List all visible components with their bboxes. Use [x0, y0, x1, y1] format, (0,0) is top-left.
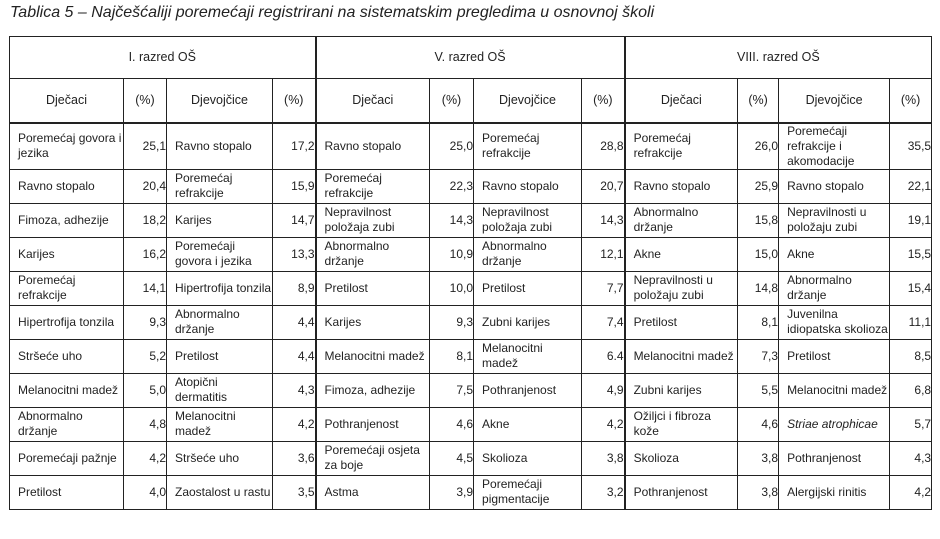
boys-percent: 16,2	[124, 237, 167, 271]
boys-disorder: Pothranjenost	[625, 475, 738, 509]
boys-percent: 18,2	[124, 203, 167, 237]
girls-percent: 15,5	[890, 237, 932, 271]
girls-percent: 4,4	[273, 339, 316, 373]
boys-percent: 15,0	[738, 237, 779, 271]
girls-disorder: Abnormalno držanje	[779, 271, 890, 305]
girls-disorder: Pretilost	[474, 271, 582, 305]
boys-disorder: Astma	[316, 475, 430, 509]
girls-disorder: Juvenilna idiopatska skolioza	[779, 305, 890, 339]
girls-disorder: Poremećaj refrakcije	[167, 169, 273, 203]
girls-pct-header: (%)	[582, 79, 625, 123]
boys-disorder: Melanocitni madež	[625, 339, 738, 373]
girls-disorder: Pretilost	[779, 339, 890, 373]
girls-percent: 8,5	[890, 339, 932, 373]
girls-percent: 11,1	[890, 305, 932, 339]
girls-disorder: Skolioza	[474, 441, 582, 475]
boys-percent: 14,3	[430, 203, 474, 237]
table-row	[10, 169, 932, 203]
table-row	[10, 339, 932, 373]
girls-percent: 4,2	[890, 475, 932, 509]
girls-percent: 4,3	[890, 441, 932, 475]
boys-header: Dječaci	[316, 79, 430, 123]
group-header-8: VIII. razred OŠ	[625, 37, 932, 79]
boys-header: Dječaci	[10, 79, 124, 123]
table-row	[10, 203, 932, 237]
table-body	[10, 123, 932, 510]
boys-percent: 4,5	[430, 441, 474, 475]
girls-disorder: Pothranjenost	[779, 441, 890, 475]
boys-percent: 9,3	[124, 305, 167, 339]
boys-disorder: Pothranjenost	[316, 407, 430, 441]
boys-disorder: Fimoza, adhezije	[10, 203, 124, 237]
girls-header: Djevojčice	[167, 79, 273, 123]
boys-disorder: Melanocitni madež	[10, 373, 124, 407]
boys-percent: 25,0	[430, 123, 474, 170]
group-header-1: I. razred OŠ	[10, 37, 316, 79]
girls-percent: 6.4	[582, 339, 625, 373]
girls-disorder: Poremećaj refrakcije	[474, 123, 582, 170]
girls-disorder: Ravno stopalo	[779, 169, 890, 203]
boys-disorder: Hipertrofija tonzila	[10, 305, 124, 339]
girls-percent: 4,2	[273, 407, 316, 441]
boys-disorder: Nepravilnost položaja zubi	[316, 203, 430, 237]
boys-percent: 4,8	[124, 407, 167, 441]
girls-percent: 28,8	[582, 123, 625, 170]
boys-disorder: Poremećaji osjeta za boje	[316, 441, 430, 475]
girls-disorder: Pothranjenost	[474, 373, 582, 407]
girls-disorder: Nepravilnosti u položaju zubi	[779, 203, 890, 237]
boys-disorder: Ravno stopalo	[625, 169, 738, 203]
boys-disorder: Abnormalno držanje	[625, 203, 738, 237]
boys-disorder: Akne	[625, 237, 738, 271]
boys-disorder: Abnormalno držanje	[10, 407, 124, 441]
girls-disorder: Alergijski rinitis	[779, 475, 890, 509]
table-row	[10, 123, 932, 170]
girls-disorder: Ravno stopalo	[474, 169, 582, 203]
table-row	[10, 407, 932, 441]
boys-percent: 20,4	[124, 169, 167, 203]
boys-percent: 9,3	[430, 305, 474, 339]
boys-percent: 22,3	[430, 169, 474, 203]
table-caption: Tablica 5 – Najčešćaliji poremećaji registrirani na sistematskim pregledima u osnovnoj školi	[10, 4, 655, 21]
girls-percent: 14,3	[582, 203, 625, 237]
boys-disorder: Ožiljci i fibroza kože	[625, 407, 738, 441]
table-row	[10, 475, 932, 509]
girls-header: Djevojčice	[779, 79, 890, 123]
boys-disorder: Stršeće uho	[10, 339, 124, 373]
girls-disorder: Poremećaji refrakcije i akomodacije	[779, 123, 890, 170]
girls-percent: 17,2	[273, 123, 316, 170]
girls-disorder: Striae atrophicae	[779, 407, 890, 441]
girls-percent: 6,8	[890, 373, 932, 407]
boys-percent: 15,8	[738, 203, 779, 237]
boys-disorder: Karijes	[10, 237, 124, 271]
boys-percent: 4,6	[430, 407, 474, 441]
girls-percent: 3,8	[582, 441, 625, 475]
girls-percent: 12,1	[582, 237, 625, 271]
boys-percent: 3,8	[738, 475, 779, 509]
boys-disorder: Pretilost	[10, 475, 124, 509]
boys-percent: 14,8	[738, 271, 779, 305]
boys-disorder: Poremećaj refrakcije	[625, 123, 738, 170]
boys-disorder: Poremećaj refrakcije	[316, 169, 430, 203]
girls-percent: 3,6	[273, 441, 316, 475]
girls-disorder: Abnormalno držanje	[167, 305, 273, 339]
girls-percent: 13,3	[273, 237, 316, 271]
boys-percent: 7,5	[430, 373, 474, 407]
girls-percent: 35,5	[890, 123, 932, 170]
group-header-5: V. razred OŠ	[316, 37, 625, 79]
girls-disorder: Hipertrofija tonzila	[167, 271, 273, 305]
girls-percent: 19,1	[890, 203, 932, 237]
boys-disorder: Pretilost	[625, 305, 738, 339]
boys-disorder: Nepravilnosti u položaju zubi	[625, 271, 738, 305]
girls-pct-header: (%)	[890, 79, 932, 123]
girls-percent: 22,1	[890, 169, 932, 203]
boys-percent: 4,6	[738, 407, 779, 441]
girls-disorder: Poremećaji pigmentacije	[474, 475, 582, 509]
table-row	[10, 237, 932, 271]
girls-disorder: Zaostalost u rastu	[167, 475, 273, 509]
girls-disorder: Zubni karijes	[474, 305, 582, 339]
boys-disorder: Zubni karijes	[625, 373, 738, 407]
girls-percent: 4,9	[582, 373, 625, 407]
girls-disorder: Nepravilnost položaja zubi	[474, 203, 582, 237]
girls-disorder: Poremećaji govora i jezika	[167, 237, 273, 271]
boys-percent: 10,9	[430, 237, 474, 271]
boys-disorder: Poremećaji pažnje	[10, 441, 124, 475]
boys-percent: 25,9	[738, 169, 779, 203]
girls-disorder: Atopični dermatitis	[167, 373, 273, 407]
boys-percent: 4,2	[124, 441, 167, 475]
boys-disorder: Karijes	[316, 305, 430, 339]
boys-percent: 8,1	[738, 305, 779, 339]
girls-disorder: Melanocitni madež	[474, 339, 582, 373]
boys-disorder: Abnormalno držanje	[316, 237, 430, 271]
boys-percent: 5,5	[738, 373, 779, 407]
boys-percent: 3,9	[430, 475, 474, 509]
boys-percent: 4,0	[124, 475, 167, 509]
girls-percent: 3,5	[273, 475, 316, 509]
table-row	[10, 305, 932, 339]
girls-disorder: Melanocitni madež	[167, 407, 273, 441]
girls-percent: 7,7	[582, 271, 625, 305]
boys-percent: 10,0	[430, 271, 474, 305]
boys-percent: 14,1	[124, 271, 167, 305]
boys-percent: 7,3	[738, 339, 779, 373]
subheader-row	[10, 79, 932, 123]
girls-percent: 5,7	[890, 407, 932, 441]
girls-percent: 4,4	[273, 305, 316, 339]
boys-pct-header: (%)	[430, 79, 474, 123]
girls-disorder: Pretilost	[167, 339, 273, 373]
table-row	[10, 373, 932, 407]
boys-percent: 25,1	[124, 123, 167, 170]
girls-percent: 4,2	[582, 407, 625, 441]
boys-percent: 8,1	[430, 339, 474, 373]
disorders-table	[9, 36, 932, 510]
girls-header: Djevojčice	[474, 79, 582, 123]
girls-percent: 15,9	[273, 169, 316, 203]
boys-pct-header: (%)	[738, 79, 779, 123]
boys-disorder: Fimoza, adhezije	[316, 373, 430, 407]
boys-disorder: Melanocitni madež	[316, 339, 430, 373]
boys-percent: 5,2	[124, 339, 167, 373]
boys-percent: 3,8	[738, 441, 779, 475]
girls-percent: 14,7	[273, 203, 316, 237]
boys-pct-header: (%)	[124, 79, 167, 123]
girls-disorder: Karijes	[167, 203, 273, 237]
boys-disorder: Ravno stopalo	[316, 123, 430, 170]
boys-percent: 5,0	[124, 373, 167, 407]
boys-disorder: Poremećaj govora i jezika	[10, 123, 124, 170]
table-row	[10, 271, 932, 305]
girls-disorder: Akne	[474, 407, 582, 441]
boys-disorder: Pretilost	[316, 271, 430, 305]
girls-percent: 8,9	[273, 271, 316, 305]
girls-disorder: Ravno stopalo	[167, 123, 273, 170]
girls-disorder: Abnormalno držanje	[474, 237, 582, 271]
boys-disorder: Ravno stopalo	[10, 169, 124, 203]
girls-percent: 4,3	[273, 373, 316, 407]
girls-pct-header: (%)	[273, 79, 316, 123]
girls-percent: 20,7	[582, 169, 625, 203]
girls-percent: 15,4	[890, 271, 932, 305]
boys-disorder: Skolioza	[625, 441, 738, 475]
boys-disorder: Poremećaj refrakcije	[10, 271, 124, 305]
girls-disorder: Stršeće uho	[167, 441, 273, 475]
girls-percent: 7,4	[582, 305, 625, 339]
boys-percent: 26,0	[738, 123, 779, 170]
boys-header: Dječaci	[625, 79, 738, 123]
table-row	[10, 441, 932, 475]
girls-disorder: Melanocitni madež	[779, 373, 890, 407]
girls-disorder: Akne	[779, 237, 890, 271]
girls-percent: 3,2	[582, 475, 625, 509]
